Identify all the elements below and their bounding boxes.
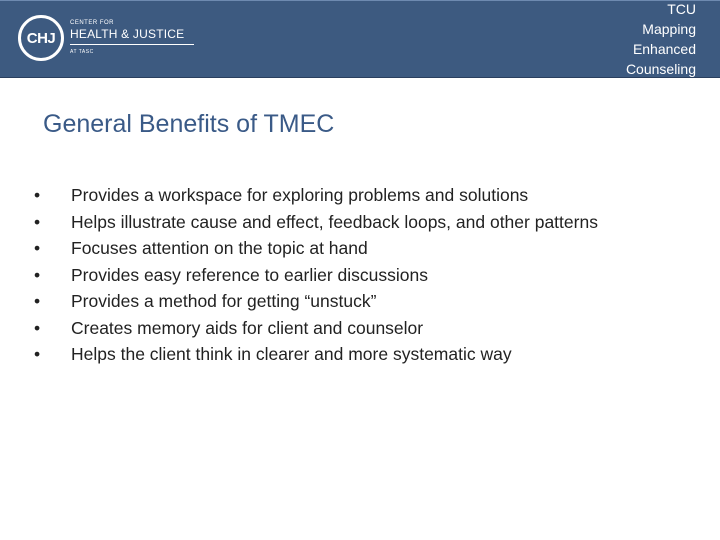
list-item bbox=[34, 237, 634, 260]
logo-small-text: CENTER FOR bbox=[70, 20, 114, 26]
list-item bbox=[34, 290, 634, 313]
corner-label-line: Enhanced bbox=[632, 41, 696, 57]
list-item-text: Creates memory aids for client and counselor bbox=[71, 317, 424, 338]
list-item-text: Provides a method for getting “unstuck” bbox=[71, 291, 377, 311]
bullet-icon: • bbox=[34, 344, 41, 364]
list-item-text: Focuses attention on the topic at hand bbox=[71, 238, 368, 258]
list-item-text: Provides easy reference to earlier discussions bbox=[71, 264, 428, 285]
list-item bbox=[34, 264, 634, 287]
list-item bbox=[34, 317, 634, 340]
list-item-text: Helps illustrate cause and effect, feedback loops, and other patterns bbox=[71, 211, 598, 232]
center-for-health-justice-logo bbox=[18, 11, 198, 67]
bullet-icon: • bbox=[34, 185, 41, 205]
logo-text-block bbox=[70, 19, 194, 55]
corner-label bbox=[606, 0, 696, 79]
corner-label-line: TCU bbox=[667, 1, 696, 17]
benefits-list bbox=[34, 184, 634, 370]
bullet-icon: • bbox=[34, 238, 41, 258]
corner-label-line: Counseling bbox=[625, 61, 696, 77]
list-item-text: Helps the client think in clearer and more systematic way bbox=[71, 344, 512, 364]
logo-sub-text: AT TASC bbox=[70, 49, 94, 55]
chj-logo-mark: CHJ bbox=[18, 15, 64, 61]
header-bar bbox=[0, 0, 720, 78]
list-item-text: Provides a workspace for exploring problems and solutions bbox=[71, 185, 529, 205]
bullet-icon: • bbox=[34, 291, 41, 311]
corner-label-line: Mapping bbox=[642, 21, 696, 37]
bullet-icon: • bbox=[34, 211, 41, 232]
list-item bbox=[34, 184, 634, 207]
list-item bbox=[34, 211, 634, 234]
logo-main-text: HEALTH & JUSTICE bbox=[70, 27, 194, 45]
slide-title: General Benefits of TMEC bbox=[43, 110, 335, 138]
list-item bbox=[34, 343, 634, 366]
bullet-icon: • bbox=[34, 264, 41, 285]
bullet-icon: • bbox=[34, 317, 41, 338]
